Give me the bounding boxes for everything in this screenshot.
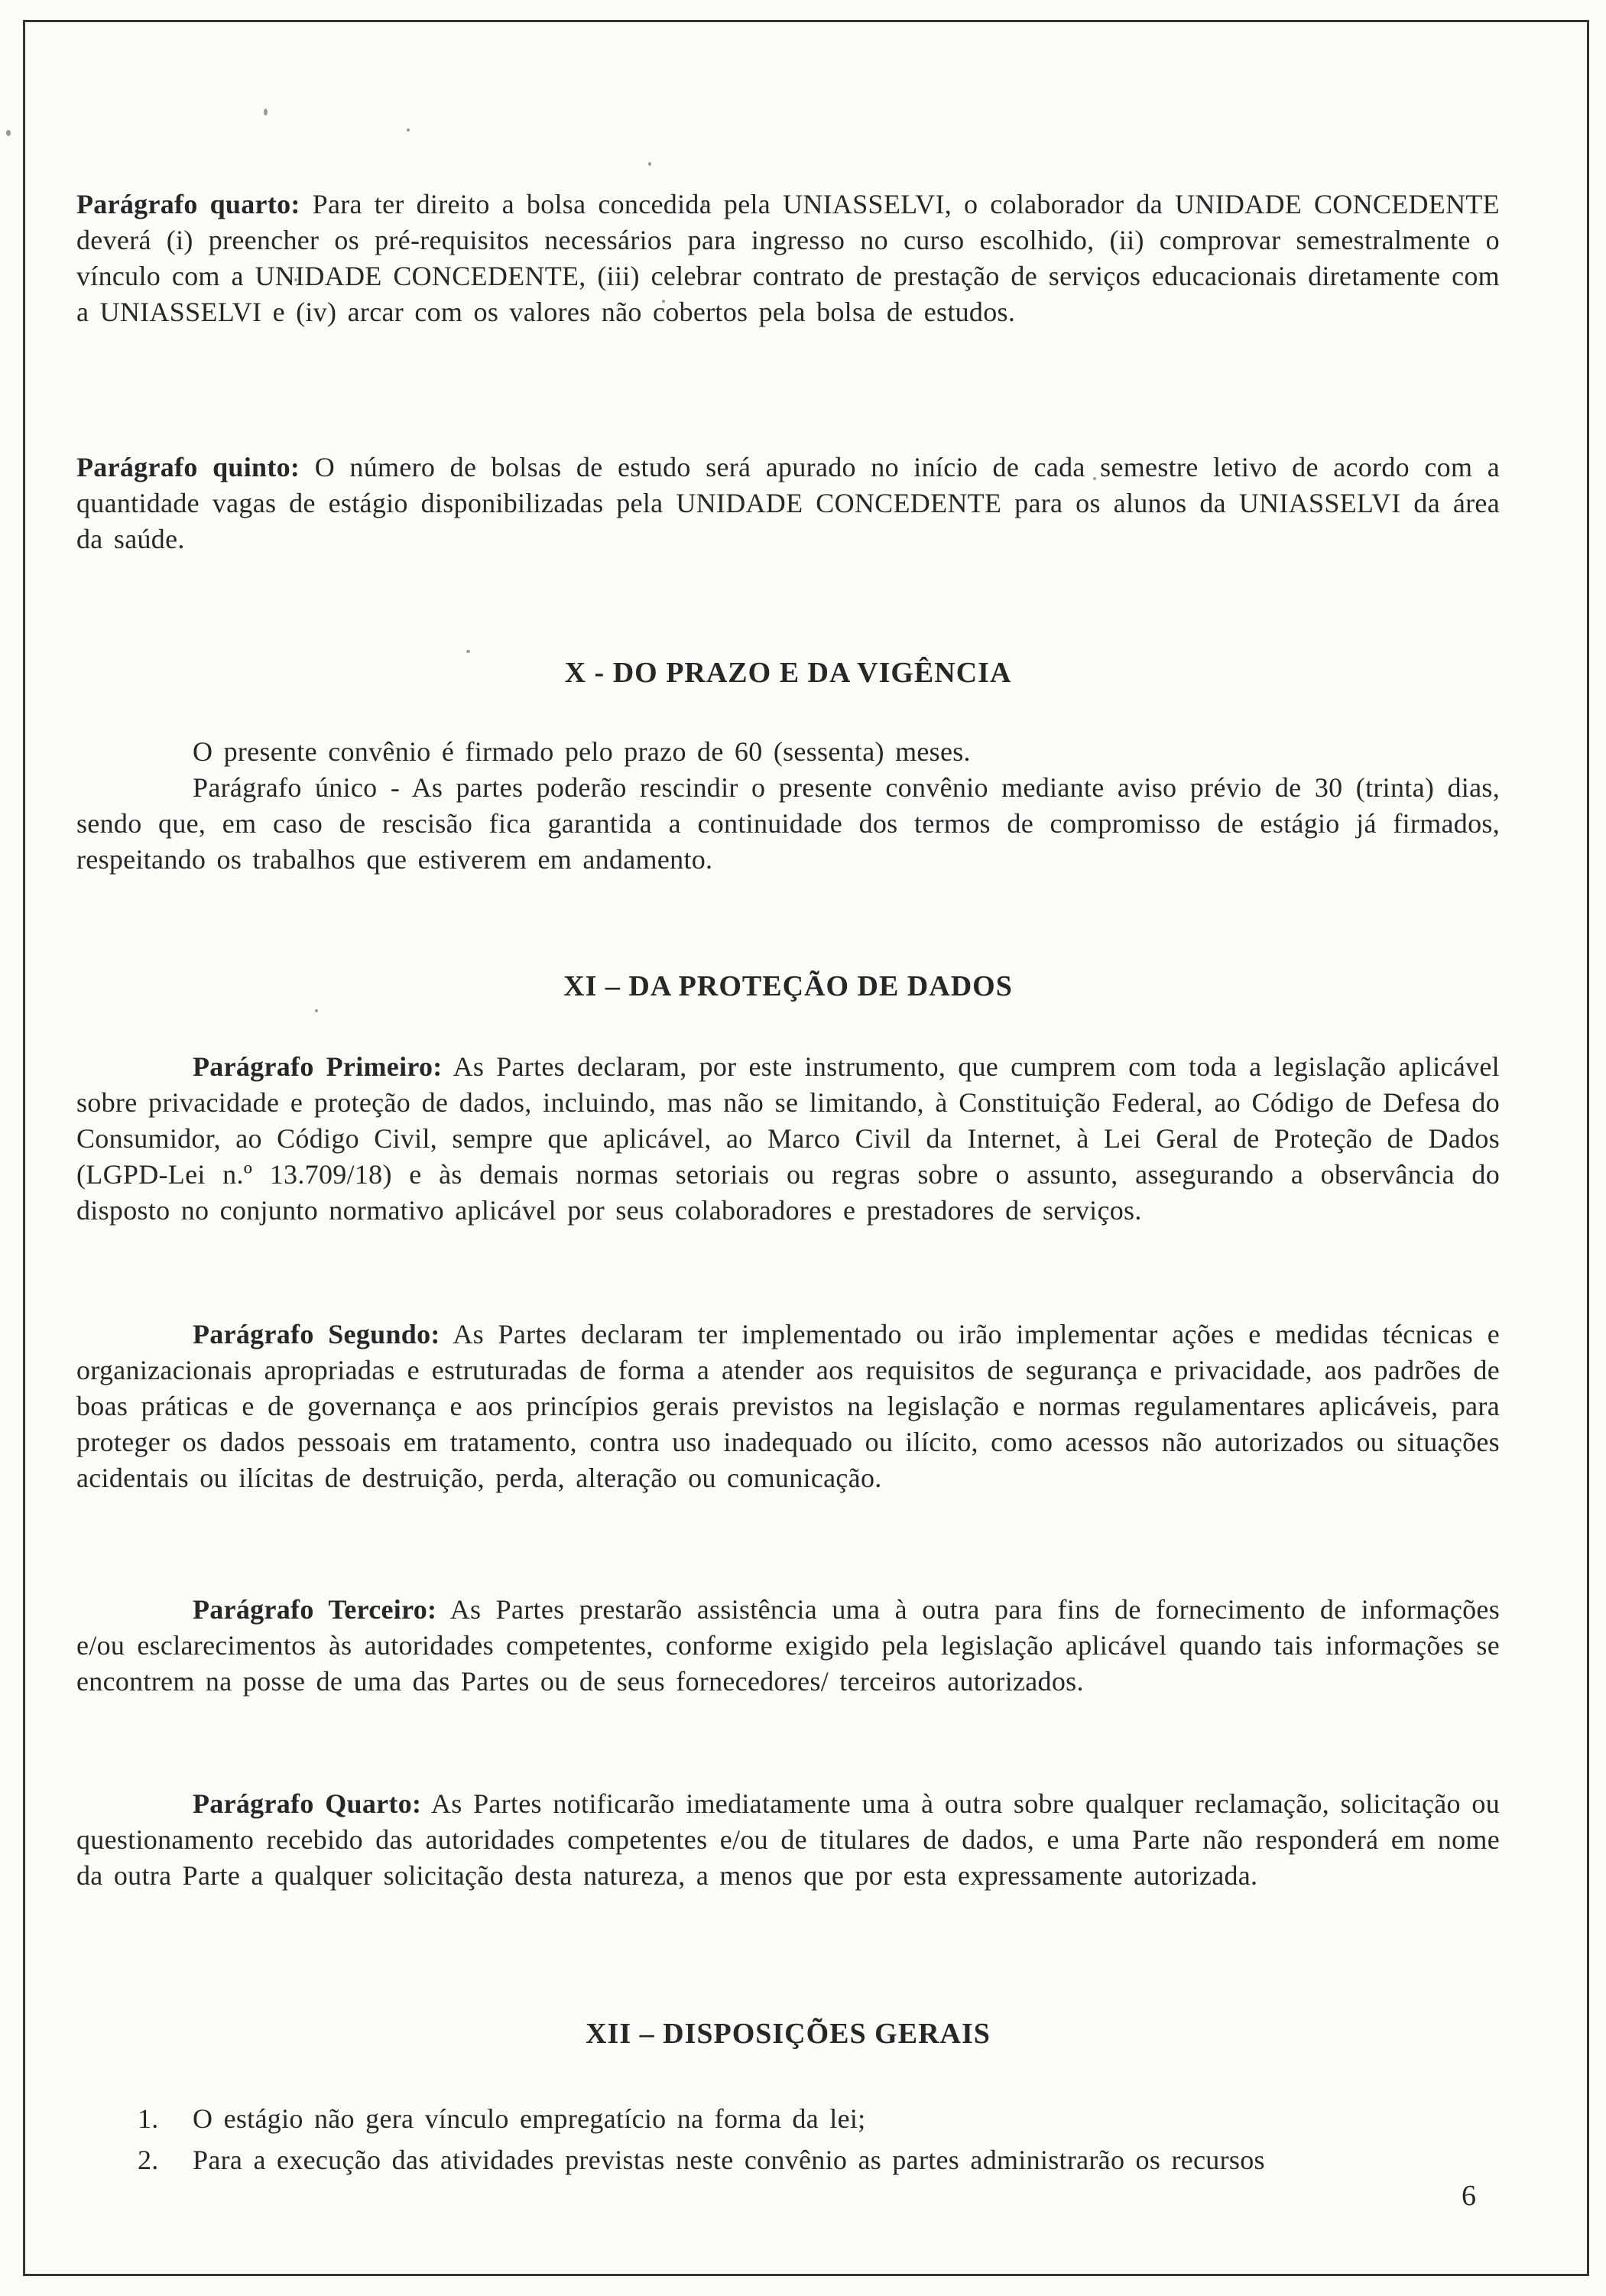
page-number: 6 <box>1462 2180 1476 2212</box>
scan-speck <box>6 130 11 136</box>
section-heading-disposicoes-gerais: XII – DISPOSIÇÕES GERAIS <box>586 2018 991 2050</box>
paragraph-terceiro-lead: Parágrafo Terceiro: <box>193 1594 437 1625</box>
list-item <box>138 2101 1500 2137</box>
paragraph-quarto-protecao <box>76 1786 1500 1894</box>
list-item-number: 2. <box>138 2145 159 2175</box>
section-heading-prazo-vigencia: X - DO PRAZO E DA VIGÊNCIA <box>564 657 1012 689</box>
paragraph-unico-text: Parágrafo único - As partes poderão rescindir o presente convênio mediante aviso prévio de 30 (trinta) dias, sendo que, em caso de rescisão fica garantida a continuidade dos termos de compromisso de estágio já firmados, respeitando os trabalhos que estiverem em andamento. <box>76 772 1500 875</box>
paragraph-segundo-lead: Parágrafo Segundo: <box>193 1319 440 1349</box>
paragraph-primeiro <box>76 1049 1500 1229</box>
scan-speck <box>466 650 470 653</box>
paragraph-terceiro <box>76 1592 1500 1700</box>
paragraph-prazo-text: O presente convênio é firmado pelo prazo de 60 (sessenta) meses. <box>193 736 971 767</box>
scan-speck <box>407 128 410 132</box>
paragraph-prazo <box>76 734 1500 878</box>
list-item-number: 1. <box>138 2103 159 2134</box>
scan-speck <box>648 162 651 166</box>
paragraph-quarto-lead: Parágrafo quarto: <box>76 189 300 219</box>
list-item-text: Para a execução das atividades previstas neste convênio as partes administrarão os recursos <box>193 2145 1265 2175</box>
paragraph-segundo <box>76 1317 1500 1496</box>
list-item-text: O estágio não gera vínculo empregatício na forma da lei; <box>193 2103 866 2134</box>
general-provisions-list <box>76 2101 1500 2184</box>
list-item <box>138 2142 1500 2178</box>
section-heading-protecao-dados: XI – DA PROTEÇÃO DE DADOS <box>563 970 1013 1002</box>
paragraph-quinto-lead: Parágrafo quinto: <box>76 452 300 482</box>
paragraph-primeiro-lead: Parágrafo Primeiro: <box>193 1051 443 1082</box>
paragraph-quinto-text: O número de bolsas de estudo será apurado no início de cada semestre letivo de acordo com a quantidade vagas de estágio disponibilizadas pela UNIDADE CONCEDENTE para os alunos da UNIASSELVI da área da saúde. <box>76 452 1500 554</box>
paragraph-quarto-text: Para ter direito a bolsa concedida pela UNIASSELVI, o colaborador da UNIDADE CONCEDENTE deverá (i) preencher os pré-requisitos necessários para ingresso no curso escolhido, (ii) comprovar semestralmente o vínculo com a UNIDADE CONCEDENTE, (iii) celebrar contrato de prestação de serviços educacionais diretamente com a UNIASSELVI e (iv) arcar com os valores não cobertos pela bolsa de estudos. <box>76 189 1500 327</box>
paragraph-terceiro-text: As Partes prestarão assistência uma à outra para fins de fornecimento de informações e/ou esclarecimentos às autoridades competentes, conforme exigido pela legislação aplicável quando tais informações se encontrem na posse de uma das Partes ou de seus fornecedores/ terceiros autorizados. <box>76 1594 1500 1697</box>
paragraph-quarto-protecao-text: As Partes notificarão imediatamente uma à outra sobre qualquer reclamação, solicitação ou questionamento recebido das autoridades competentes e/ou de titulares de dados, e uma Parte não responderá em nome da outra Parte a qualquer solicitação desta natureza, a menos que por esta expressamente autorizada. <box>76 1788 1501 1891</box>
paragraph-quarto <box>76 187 1500 330</box>
paragraph-quinto <box>76 450 1500 557</box>
scan-speck <box>264 109 268 115</box>
scan-speck <box>315 1009 318 1012</box>
paragraph-primeiro-text: As Partes declaram, por este instrumento, que cumprem com toda a legislação aplicável sobre privacidade e proteção de dados, incluindo, mas não se limitando, à Constituição Federal, ao Código de Defesa do Consumidor, ao Código Civil, sempre que aplicável, ao Marco Civil da Internet, à Lei Geral de Proteção de Dados (LGPD-Lei n.º 13.709/18) e às demais normas setoriais ou regras sobre o assunto, assegurando a observância do disposto no conjunto normativo aplicável por seus colaboradores e prestadores de serviços. <box>76 1051 1500 1226</box>
paragraph-segundo-text: As Partes declaram ter implementado ou irão implementar ações e medidas técnicas e organizacionais apropriadas e estruturadas de forma a atender aos requisitos de segurança e privacidade, aos padrões de boas práticas e de governança e aos princípios gerais previstos na legislação e normas regulamentares aplicáveis, para proteger os dados pessoais em tratamento, contra uso inadequado ou ilícito, como acessos não autorizados ou situações acidentais ou ilícitas de destruição, perda, alteração ou comunicação. <box>76 1319 1500 1493</box>
paragraph-quarto-protecao-lead: Parágrafo Quarto: <box>193 1788 422 1819</box>
